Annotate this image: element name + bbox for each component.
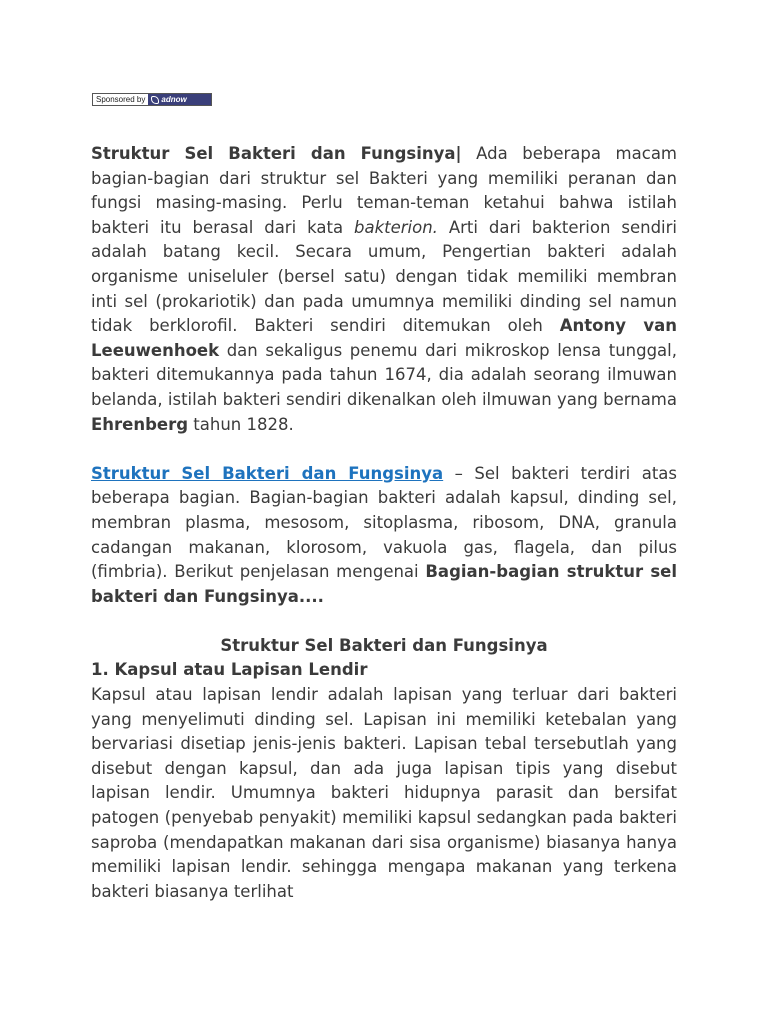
article-content [91, 142, 677, 904]
ehrenberg-name: Ehrenberg [91, 414, 189, 434]
discoverer-name: Antony van Leeuwenhoek [91, 316, 677, 360]
adnow-logo-icon [151, 96, 159, 104]
intro-text-3: dan sekaligus penemu dari mikroskop lensa tunggal, bakteri ditemukannya pada tahun 1674, dia adalah seorang ilmuwan belanda, istilah bakteri sendiri dikenalkan oleh ilmuwan yang bernama [91, 340, 677, 409]
paragraph-spacer [91, 609, 677, 634]
capsule-heading: 1. Kapsul atau Lapisan Lendir [91, 660, 368, 680]
section-title: Struktur Sel Bakteri dan Fungsinya [220, 635, 548, 655]
sponsored-by-adnow-badge[interactable] [92, 93, 212, 106]
intro-text-1: Ada beberapa macam bagian-bagian dari struktur sel Bakteri yang memiliki peranan dan fungsi masing-masing. Perlu teman-teman ketahui bahwa istilah bakteri itu berasal dari kata [91, 144, 677, 237]
article-link[interactable]: Struktur Sel Bakteri dan Fungsinya [91, 463, 444, 483]
intro-text-4: tahun 1828. [188, 414, 294, 434]
intro-title: Struktur Sel Bakteri dan Fungsinya| [91, 144, 462, 163]
parts-bold-text: Bagian-bagian struktur sel bakteri dan Fungsinya.... [91, 562, 677, 606]
sponsor-label: Sponsored by [93, 94, 148, 105]
parts-text: – Sel bakteri terdiri atas beberapa bagian. Bagian-bagian bakteri adalah kapsul, dinding sel, membran plasma, mesosom, sitoplasma, ribosom, DNA, granula cadangan makanan, klorosom, vakuola gas, flagela, dan pilus (fimbria). Berikut penjelasan mengenai [91, 463, 677, 582]
sponsor-brand [148, 94, 211, 105]
intro-italic-term: bakterion. [353, 217, 438, 237]
parts-paragraph [91, 462, 677, 610]
sponsor-brand-name: adnow [161, 95, 187, 104]
paragraph-spacer [91, 437, 677, 462]
intro-paragraph [91, 142, 677, 437]
capsule-paragraph: Kapsul atau lapisan lendir adalah lapisan yang terluar dari bakteri yang menyelimuti dinding sel. Lapisan ini memiliki ketebalan yang bervariasi disetiap jenis-jenis bakteri. Lapisan tebal tersebutlah yang disebut dengan kapsul, dan ada juga lapisan tipis yang disebut lapisan lendir. Umumnya bakteri hidupnya parasit dan bersifat patogen (penyebab penyakit) memiliki kapsul sedangkan pada bakteri saproba (mendapatkan makanan dari sisa organisme) biasanya hanya memiliki lapisan lendir. sehingga mengapa makanan yang terkena bakteri biasanya terlihat [91, 685, 677, 901]
intro-text-2: Arti dari bakterion sendiri adalah batang kecil. Secara umum, Pengertian bakteri adalah organisme uniseluler (bersel satu) dengan tidak memiliki membran inti sel (prokariotik) dan pada umumnya memiliki dinding sel namun tidak berklorofil. Bakteri sendiri ditemukan oleh [91, 217, 677, 336]
